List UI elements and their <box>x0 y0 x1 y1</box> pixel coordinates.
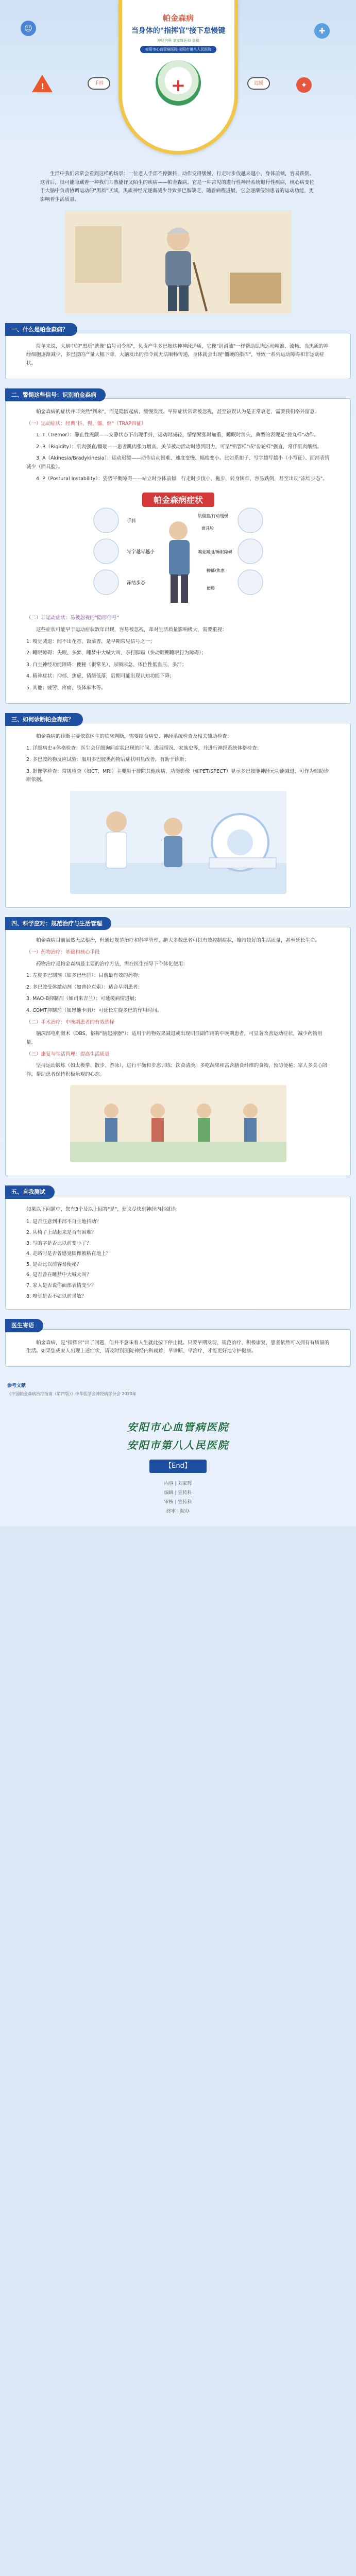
quiz-item: 1. 是否注意到手部不自主地抖动？ <box>26 1219 101 1225</box>
illus-label: 面具脸 <box>201 526 214 531</box>
nonmotor-item: 5. 其他：疲劳、疼痛、肢体麻木等。 <box>26 685 106 691</box>
editor-line: 内容 | 刘家辉 <box>164 1481 192 1487</box>
section-title: 二、警惕这些信号：识别帕金森病 <box>5 388 106 401</box>
quiz-item: 7. 家人是否说你面部表情变少？ <box>26 1283 96 1289</box>
diag-item: 1. 详细病史+体格检查：医生会仔细询问症状出现的时间、进展情况、家族史等，并进行神经系统体格检查； <box>26 745 262 751</box>
motor-item: 4. P（Postural Instability）：姿势平衡障碍——站立时身体前倾，行走时步伐小、拖步，转身困难，容易跌倒，甚至出现"冻结步态"。 <box>36 476 328 482</box>
editor-line: 审核 | 宣传科 <box>164 1500 192 1505</box>
rehab-text: 坚持运动锻炼（如太极拳、散步、游泳），进行平衡和步态训练；饮食清淡，多吃蔬果和富含膳食纤维的食物，预防便秘；家人多关心陪伴，帮助患者保持积极乐观的心态。 <box>26 1063 328 1077</box>
quiz-list <box>26 1217 330 1302</box>
section-doctor-message <box>5 1319 351 1367</box>
drug-item: 1. 左旋多巴制剂（如多巴丝肼）：目前最有效的药物； <box>26 973 143 979</box>
surgery-text: 脑深部电刺激术（DBS，俗称"脑起搏器"）：适用于药物效果减退或出现明显副作用的中晚期患者，可显著改善运动症状，减少药物用量。 <box>26 1031 323 1045</box>
illus-label: 便秘 <box>206 586 215 591</box>
quiz-item: 8. 嗅觉是否不如以前灵敏？ <box>26 1293 87 1299</box>
section-intro: 帕金森病的症状并非突然"到来"，而是隐匿起病、缓慢发展。早期症状常常被忽视，甚至被误认为是正常衰老，需要我们格外留意。 <box>36 409 320 415</box>
subhead-nonmotor: （二）非运动症状：易被忽视的"隐形信号" <box>26 615 119 621</box>
editors-list <box>0 1479 356 1516</box>
rehab-illustration <box>70 1085 286 1162</box>
category-title: 帕金森病 <box>162 13 194 23</box>
illus-title: 帕金森病症状 <box>153 495 203 505</box>
quiz-item: 2. 从椅子上站起来是否有困难？ <box>26 1229 96 1235</box>
diagnosis-illustration <box>70 791 286 894</box>
main-title: 当身体的"指挥官"接下怠慢键 <box>131 27 226 36</box>
quiz-item: 4. 走路时是否曾感觉脚像被粘在地上？ <box>26 1251 111 1257</box>
section-diagnosis <box>5 713 351 908</box>
end-badge: 【End】 <box>149 1460 207 1473</box>
footer-hospital-1: 安阳市心血管病医院 <box>127 1420 229 1433</box>
bubble-slow: 迟缓 <box>247 77 270 90</box>
section-title: 一、什么是帕金森病？ <box>5 323 77 336</box>
quiz-intro: 如果以下问题中，您有3个及以上回答"是"，建议尽快到神经内科就诊： <box>26 1206 181 1212</box>
end-wrap <box>0 1460 356 1473</box>
section-intro: 帕金森病的诊断主要依靠医生的临床判断，需要结合病史、神经系统检查及相关辅助检查： <box>36 733 232 739</box>
warning-icon: ! <box>32 75 53 92</box>
motor-item: 3. A（Akinesia/Bradykinesia）：运动迟缓——动作启动困难、速度变慢、幅度变小。比如系扣子、写字越写越小（小写征）、面部表情减少（面具脸）。 <box>26 455 330 470</box>
illus-label: 嗅觉减退/睡眠障碍 <box>197 550 232 555</box>
references <box>7 1382 349 1398</box>
quiz-item: 5. 是否比以前容易便秘？ <box>26 1261 82 1267</box>
elderly-man-illustration <box>65 211 292 314</box>
subhead-surgery: （二）手术治疗：中晚期患者的有效选择 <box>26 1019 115 1025</box>
motor-item: 1. T（Tremor）：静止性震颤——安静状态下出现手抖，运动时减轻，情绪紧张时加重，睡眠时消失，典型的表现是"搓丸样"动作。 <box>36 432 319 438</box>
subhead-rehab: （三）康复与生活管理：提高生活质量 <box>26 1051 110 1057</box>
section-card <box>5 333 351 379</box>
section-card <box>5 398 351 704</box>
drug-item: 4. COMT抑制剂（如恩他卡朋）：可延长左旋多巴的作用时间。 <box>26 1008 162 1013</box>
nonmotor-item: 3. 自主神经功能障碍：便秘（很常见）、尿频尿急、体位性低血压、多汗； <box>26 662 187 668</box>
quiz-item: 6. 是否曾在睡梦中大喊大叫？ <box>26 1272 92 1278</box>
drug-intro: 药物治疗是帕金森病最主要的治疗方法，需在医生指导下个体化使用： <box>36 961 188 967</box>
section-title: 四、科学应对：规范治疗与生活管理 <box>5 917 111 930</box>
title-shield <box>118 0 238 155</box>
section-card <box>5 1196 351 1310</box>
hospital-bar: 安阳市心血管病医院·安阳市第八人民医院 <box>140 46 216 53</box>
section-self-test <box>5 1185 351 1310</box>
illus-label: 手抖 <box>126 519 136 524</box>
brain-icon: ☺ <box>21 21 36 36</box>
drug-item: 3. MAO-B抑制剂（如司来吉兰）：可延缓病情进展； <box>26 996 140 1002</box>
author-line: 神经内科 刘家辉医师 供稿 <box>157 38 199 43</box>
bubble-tremor: 手抖 <box>88 77 110 90</box>
section-paragraph: 简单来说，大脑中的"黑质"就像"信号司令部"，负责产生多巴胺这种神经递质，它像"润滑油"一样帮助肌肉运动精准、流畅。当黑质的神经细胞逐渐减少，多巴胺的产量大幅下降，大脑发出的指令就无法顺畅传递，身体就会出现"僵硬的指挥"，导致一系列运动障碍和非运动症状。 <box>26 343 329 366</box>
section-title: 五、自我测试 <box>5 1185 55 1198</box>
section-card <box>5 723 351 908</box>
illus-label: 写字越写越小 <box>126 550 155 555</box>
subhead-motor: （一）运动症状：经典"抖、慢、僵、倒"（TRAP四征） <box>26 420 146 427</box>
section-title: 医生寄语 <box>5 1319 43 1332</box>
section-paragraph: 帕金森病，是"指挥官"出了问题，但并不意味着人生就此按下停止键。只要早期发现、规范治疗、积极康复，患者依然可以拥有有质量的生活。如果您或家人出现上述症状，请及时到医院神经内科就诊，早诊断、早治疗，才能更好地守护健康。 <box>26 1340 330 1354</box>
section-card <box>5 927 351 1176</box>
illus-label: 抑郁/焦虑 <box>206 568 225 573</box>
section-what-is <box>5 323 351 379</box>
illus-label: 肌僵直/行动缓慢 <box>197 514 228 519</box>
nonmotor-item: 4. 精神症状：抑郁、焦虑、情绪低落，后期可能出现认知功能下降； <box>26 673 175 680</box>
diag-item: 3. 影像学检查：常规检查（如CT、MRI）主要用于排除其他疾病，功能影像（如PET/SPECT）显示多巴胺能神经元功能减退，可作为辅助诊断依据。 <box>26 768 329 783</box>
section-intro: 帕金森病目前虽然无法根治，但通过规范治疗和科学管理，绝大多数患者可以有效控制症状，维持较好的生活质量，甚至延长生命。 <box>36 938 320 944</box>
alert-icon: ✦ <box>296 77 312 93</box>
hero-header <box>0 0 356 170</box>
intro-text: 生活中我们常常会看到这样的场景：一位老人手部不停颤抖，动作变得缓慢，行走时步伐越来越小，身体前倾，容易跌倒。这背后，很可能隐藏着一种我们耳熟能详又陌生的疾病——帕金森病。它是一种常见的进行性神经系统退行性疾病，核心病变位于大脑中负责协调运动的"黑质"区域，黑质神经元逐渐减少导致多巴胺缺乏，随着病程进展，它会逐渐侵蚀患者的运动功能，更影响着生活质量。 <box>40 171 315 202</box>
section-card <box>5 1329 351 1367</box>
editor-line: 终审 | 院办 <box>166 1509 190 1515</box>
nonmotor-item: 1. 嗅觉减退：闻不出花香、饭菜香，是早期常见信号之一； <box>26 638 155 645</box>
quiz-item: 3. 写的字是否比以前变小了？ <box>26 1240 92 1246</box>
section-symptoms <box>5 388 351 704</box>
subhead-drugs: （一）药物治疗：基础和核心手段 <box>26 949 100 955</box>
hospital-logo-icon <box>156 60 201 106</box>
drug-item: 2. 多巴胺受体激动剂（如普拉克索）：适合早期患者； <box>26 984 143 990</box>
motor-item: 2. R（Rigidity）：肌肉强直/僵硬——患者肌肉张力增高，关节被动活动时感到阻力，可呈"铅管样"或"齿轮样"强直，常伴肌肉酸痛。 <box>36 444 323 450</box>
editor-line: 编辑 | 宣传科 <box>164 1490 192 1496</box>
footer-hospital-2: 安阳市第八人民医院 <box>127 1438 229 1451</box>
section-treatment <box>5 917 351 1176</box>
references-title: 参考文献 <box>7 1383 26 1388</box>
diag-item: 2. 多巴胺药物反应试验：服用多巴胺类药物后症状明显改善，有助于诊断； <box>26 757 190 763</box>
illus-label: 冻结步态 <box>126 581 145 586</box>
nonmotor-item: 2. 睡眠障碍：失眠、多梦，睡梦中大喊大叫、拳打脚踢（快动眼期睡眠行为障碍）； <box>26 650 207 656</box>
section-title: 三、如何诊断帕金森病？ <box>5 713 83 726</box>
footer-logo <box>0 1418 356 1454</box>
references-text: 《中国帕金森病治疗指南（第四版）》中华医学会神经病学分会 2020年 <box>7 1391 137 1396</box>
medical-icon: ✚ <box>314 23 330 39</box>
symptoms-illustration <box>75 489 281 608</box>
nonmotor-intro: 这些症状可能早于运动症状数年出现，容易被忽视，却对生活质量影响极大，需要重视： <box>36 626 227 633</box>
